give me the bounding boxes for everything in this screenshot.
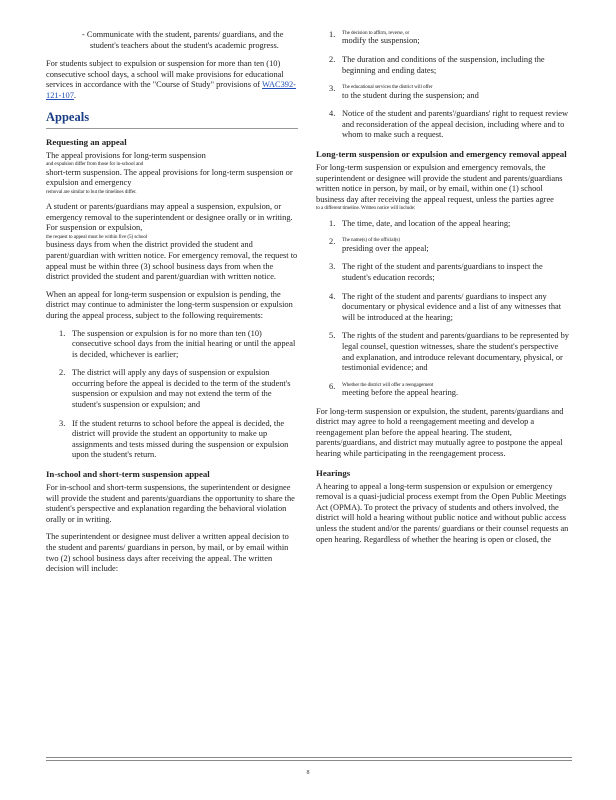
expulsion-services-paragraph: [46, 59, 298, 101]
list-item: 6. Whether the district will offer a reengagement meeting before the appeal hearing.: [329, 381, 459, 398]
req-p1-a: The appeal provisions for long-term suspension: [46, 150, 206, 160]
req-p1-fine-2: removal are similar to but the timelines differ.: [46, 188, 137, 195]
list-item: 5. The rights of the student and parents/guardians to be represented by legal counsel, question witnesses, share the student's perspective and explanation, and introduce relevant documentary, physical, or testimonial evidence; and: [329, 331, 569, 373]
requirements-list: [46, 329, 298, 462]
long-term-paragraph-2: For long-term suspension or expulsion, the student, parents/guardians and district may agree to hold a reengagement meeting and develop a reengagement plan before the appeal hearing. The student, parents/guardians, and district may mutually agree to postpone the appeal hearing while participating in the reengagement process.: [316, 406, 564, 459]
lt-p1-fine: to a different timeline. Written notice will include:: [316, 205, 416, 212]
wac-link[interactable]: WAC392-121-107: [46, 80, 296, 100]
in-school-appeal-heading: In-school and short-term suspension appeal: [46, 469, 210, 480]
list-item: 1. The decision to affirm, reverse, or modify the suspension;: [329, 30, 420, 46]
requesting-paragraph-2: [46, 202, 298, 283]
left-column: [46, 30, 298, 582]
list-item: 2. The district will apply any days of suspension or expulsion occurring before the appeal is decided to the term of the student's suspension or expulsion and may not extend the term of the student's suspension or expulsion; and: [59, 368, 291, 410]
req-p2-b: business days from when the district provided the student and parent/guardian with written notice. For emergency removal, the request to appeal must be within three (3) school business days from when the district provided the student and parent/guardian with written notice.: [46, 240, 298, 282]
requesting-paragraph-1: [46, 151, 298, 196]
long-term-appeal-heading: Long-term suspension or expulsion and emergency removal appeal: [316, 148, 567, 159]
expulsion-text-post: .: [73, 90, 77, 100]
requesting-appeal-heading: Requesting an appeal: [46, 136, 127, 147]
list-item: 4. Notice of the student and parents'/guardians' right to request review and reconsideration of the appeal decision, including where and to whom to make such a request.: [329, 109, 569, 140]
notice-contents-list: [316, 219, 572, 399]
bullet-continuation: - Communicate with the student, parents/ guardians, and the student's teachers about the student's academic progress.: [82, 30, 284, 50]
decision-contents-list: [316, 30, 572, 141]
hearings-heading: Hearings: [316, 467, 351, 478]
req-p1-b: short-term suspension. The appeal provisions for long-term suspension or expulsion and emergency: [46, 167, 293, 188]
page-number: 8: [306, 770, 310, 776]
req-p1-fine-1: and expulsion differ from those for in-school and: [46, 161, 144, 168]
req-p2-a: A student or parents/guardians may appeal a suspension, expulsion, or emergency removal to the superintendent or designee orally or in writing. For suspension or expulsion,: [46, 202, 293, 233]
right-column: [316, 30, 572, 552]
long-term-paragraph-1: [316, 163, 572, 212]
footer-rule-bottom: [46, 760, 572, 761]
in-school-paragraph-2: The superintendent or designee must deliver a written appeal decision to the student and parents/ guardians in person, by mail, or by email within two (2) school business days after receiving the appeal. The written decision will include:: [46, 532, 289, 574]
footer-rule-top: [46, 757, 572, 758]
list-item: 3. The educational services the district will offer to the student during the suspension; and: [329, 84, 479, 100]
list-item: 4. The right of the student and parents/ guardians to inspect any documentary or physical evidence and a list of any witnesses that will be introduced at the hearing;: [329, 291, 562, 322]
list-item: 2. The name(s) of the official(s) presiding over the appeal;: [329, 237, 429, 253]
hearings-paragraph-1: A hearing to appeal a long-term suspension or expulsion or emergency removal is a quasi-judicial process exempt from the Open Public Meetings Act (OPMA). To protect the privacy of students and others involved, the district will hold a hearing without public notice and without public access unless the student and/or the parents/ guardians or their counsel requests an open hearing. Regardless of whether the hearing is open or closed, the: [316, 481, 569, 544]
in-school-paragraph-1: For in-school and short-term suspensions, the superintendent or designee will provide the student and parents/guardians the opportunity to share the student's perspective and explanation regarding the behavioral violation orally or in writing.: [46, 483, 295, 524]
requesting-paragraph-3: When an appeal for long-term suspension or expulsion is pending, the district may continue to administer the long-term suspension or expulsion during the appeal process, subject to the following requirements:: [46, 289, 293, 320]
req-p2-fine: the request to appeal must be within five (5) school: [46, 233, 148, 240]
list-item: 2. The duration and conditions of the suspension, including the beginning and ending dates;: [329, 55, 545, 75]
appeals-heading: Appeals: [46, 110, 298, 129]
expulsion-text-pre: For students subject to expulsion or suspension for more than ten (10) consecutive school days, a school will make provisions for educational services in accordance with the "Course of Study" provisions of: [46, 59, 284, 90]
list-item: 3. If the student returns to school before the appeal is decided, the district will provide the student an opportunity to make up assignments and tests missed during the suspension or expulsion upon the student's return.: [59, 418, 289, 460]
list-item: 3. The right of the student and parents/guardians to inspect the student's education records;: [329, 262, 543, 282]
lt-p1-text: For long-term suspension or expulsion and emergency removals, the superintendent or designee will provide the student and parents/guardians written notice in person, by mail, or by email, within one (1) school business day after receiving the appeal request, unless the parties agree: [316, 162, 563, 204]
list-item: 1. The suspension or expulsion is for no more than ten (10) consecutive school days from the initial hearing or until the appeal is decided, whichever is earlier;: [59, 328, 296, 359]
list-item: 1. The time, date, and location of the appeal hearing;: [329, 218, 511, 228]
